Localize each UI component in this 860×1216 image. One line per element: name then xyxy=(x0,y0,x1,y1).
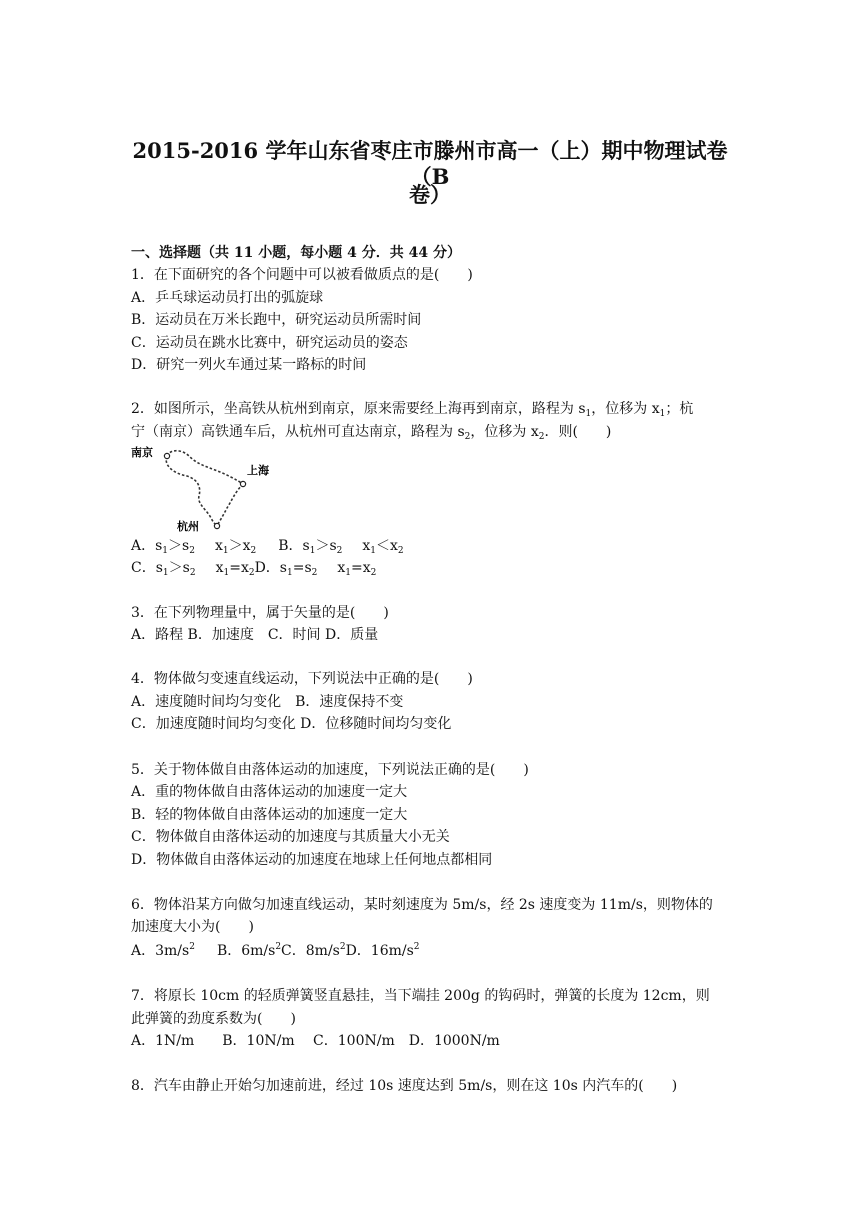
q2-text: ；杭 xyxy=(665,401,694,417)
q2-option-d-label: D．s xyxy=(254,560,287,576)
q5-option-b: B．轻的物体做自由落体运动的加速度一定大 xyxy=(131,807,408,823)
shanghai-label: 上海 xyxy=(247,464,269,477)
q6-stem-line1: 6．物体沿某方向做匀加速直线运动，某时刻速度为 5m/s，经 2s 速度变为 11m/s，则物体的 xyxy=(131,897,713,913)
var: x xyxy=(242,538,251,554)
q6-option-d: D．16m/s xyxy=(345,943,414,959)
route-via-shanghai-south xyxy=(217,484,243,526)
route-via-shanghai xyxy=(167,451,243,484)
q4-options-cd: C．加速度随时间均匀变化 D．位移随时间均匀变化 xyxy=(131,716,452,732)
superscript: 2 xyxy=(339,942,346,952)
q2-option-b-label: B．s xyxy=(278,538,310,554)
q2-stem-line1 xyxy=(131,399,693,419)
operator: = xyxy=(351,560,363,576)
var: x xyxy=(390,538,398,554)
subscript: 2 xyxy=(397,546,404,556)
exam-title-line1: 2015-2016 学年山东省枣庄市滕州市高一（上）期中物理试卷（B xyxy=(132,138,728,189)
q1-option-a: A．乒乓球运动员打出的弧旋球 xyxy=(131,290,324,306)
subscript: 1 xyxy=(309,546,316,556)
subscript: 1 xyxy=(585,409,592,419)
q1-option-b: B．运动员在万米长跑中，研究运动员所需时间 xyxy=(131,312,422,328)
hangzhou-label: 杭州 xyxy=(177,520,199,533)
subscript: 2 xyxy=(464,432,471,442)
q3-options: A．路程 B．加速度 C．时间 D．质量 xyxy=(131,627,379,643)
subscript: 1 xyxy=(223,568,230,578)
q1-option-c: C．运动员在跳水比赛中，研究运动员的姿态 xyxy=(131,335,408,351)
q2-option-c-label: C．s xyxy=(131,560,163,576)
nanjing-node xyxy=(164,453,169,458)
q2-text: 2．如图所示，坐高铁从杭州到南京，原来需要经上海再到南京，路程为 s xyxy=(131,401,586,417)
operator: ＜ xyxy=(376,538,391,554)
q5-option-d: D．物体做自由落体运动的加速度在地球上任何地点都相同 xyxy=(131,852,493,868)
var: x xyxy=(362,538,371,554)
subscript: 2 xyxy=(370,568,377,578)
subscript: 2 xyxy=(248,568,255,578)
operator: ＞ xyxy=(168,560,183,576)
q6-options xyxy=(131,941,420,961)
var: x xyxy=(214,538,223,554)
subscript: 1 xyxy=(287,568,293,578)
nanjing-label: 南京 xyxy=(131,446,153,459)
var: x xyxy=(215,560,224,576)
q2-stem-line2 xyxy=(131,422,611,442)
operator: = xyxy=(229,560,241,576)
q7-options: A．1N/m B．10N/m C．100N/m D．1000N/m xyxy=(131,1033,500,1049)
railway-map-figure xyxy=(131,444,281,534)
q2-text: ，位移为 x xyxy=(470,424,539,440)
var: x xyxy=(337,560,346,576)
subscript: 2 xyxy=(538,432,545,442)
q5-stem: 5．关于物体做自由落体运动的加速度，下列说法正确的是( ) xyxy=(131,762,529,778)
q8-stem: 8．汽车由静止开始匀加速前进，经过 10s 速度达到 5m/s，则在这 10s 内汽车的( ) xyxy=(131,1078,678,1094)
var: s xyxy=(182,560,190,576)
q6-option-c: C．8m/s xyxy=(281,943,340,959)
q1-option-d: D．研究一列火车通过某一路标的时间 xyxy=(131,357,367,373)
q3-stem: 3．在下列物理量中，属于矢量的是( ) xyxy=(131,605,389,621)
q2-text: ．则( ) xyxy=(544,424,612,440)
var: x xyxy=(362,560,371,576)
q2-option-a-label: A．s xyxy=(131,538,163,554)
subscript: 1 xyxy=(162,546,169,556)
q1-stem: 1．在下面研究的各个问题中可以被看做质点的是( ) xyxy=(131,267,473,283)
operator: ＞ xyxy=(168,538,183,554)
q2-text: 宁（南京）高铁通车后，从杭州可直达南京，路程为 s xyxy=(131,424,465,440)
q2-options-ab xyxy=(131,536,404,556)
exam-title-line2: 卷） xyxy=(409,182,451,207)
subscript: 2 xyxy=(250,546,257,556)
subscript: 1 xyxy=(222,546,229,556)
q6-stem-line2: 加速度大小为( ) xyxy=(131,919,254,935)
operator: ＞ xyxy=(315,538,330,554)
shanghai-node xyxy=(240,481,245,486)
subscript: 1 xyxy=(345,568,352,578)
hangzhou-node xyxy=(214,523,219,528)
q6-option-b: B．6m/s xyxy=(216,943,276,959)
q5-option-a: A．重的物体做自由落体运动的加速度一定大 xyxy=(131,784,408,800)
q4-options-ab: A．速度随时间均匀变化 B．速度保持不变 xyxy=(131,694,404,710)
subscript: 1 xyxy=(370,546,377,556)
var: s xyxy=(182,538,190,554)
q2-options-cd xyxy=(131,558,376,578)
q5-option-c: C．物体做自由落体运动的加速度与其质量大小无关 xyxy=(131,829,450,845)
operator: ＞ xyxy=(228,538,243,554)
var: s xyxy=(329,538,337,554)
q4-stem: 4．物体做匀变速直线运动，下列说法中正确的是( ) xyxy=(131,671,473,687)
subscript: 2 xyxy=(189,568,196,578)
subscript: 1 xyxy=(162,568,169,578)
var: x xyxy=(240,560,249,576)
superscript: 2 xyxy=(189,942,195,952)
subscript: 2 xyxy=(311,568,318,578)
q7-stem-line2: 此弹簧的劲度系数为( ) xyxy=(131,1011,296,1027)
superscript: 2 xyxy=(413,942,420,952)
operator: = xyxy=(292,560,305,576)
superscript: 2 xyxy=(275,942,282,952)
section-heading: 一、选择题（共 11 小题，每小题 4 分．共 44 分） xyxy=(131,245,461,261)
var: s xyxy=(304,560,312,576)
q7-stem-line1: 7．将原长 10cm 的轻质弹簧竖直悬挂，当下端挂 200g 的钩码时，弹簧的长度为 12cm，则 xyxy=(131,988,710,1004)
subscript: 1 xyxy=(659,409,666,419)
subscript: 2 xyxy=(336,546,343,556)
q2-text: ，位移为 x xyxy=(591,401,660,417)
subscript: 2 xyxy=(189,546,195,556)
route-direct xyxy=(166,456,217,526)
q6-option-a: A．3m/s xyxy=(131,943,190,959)
